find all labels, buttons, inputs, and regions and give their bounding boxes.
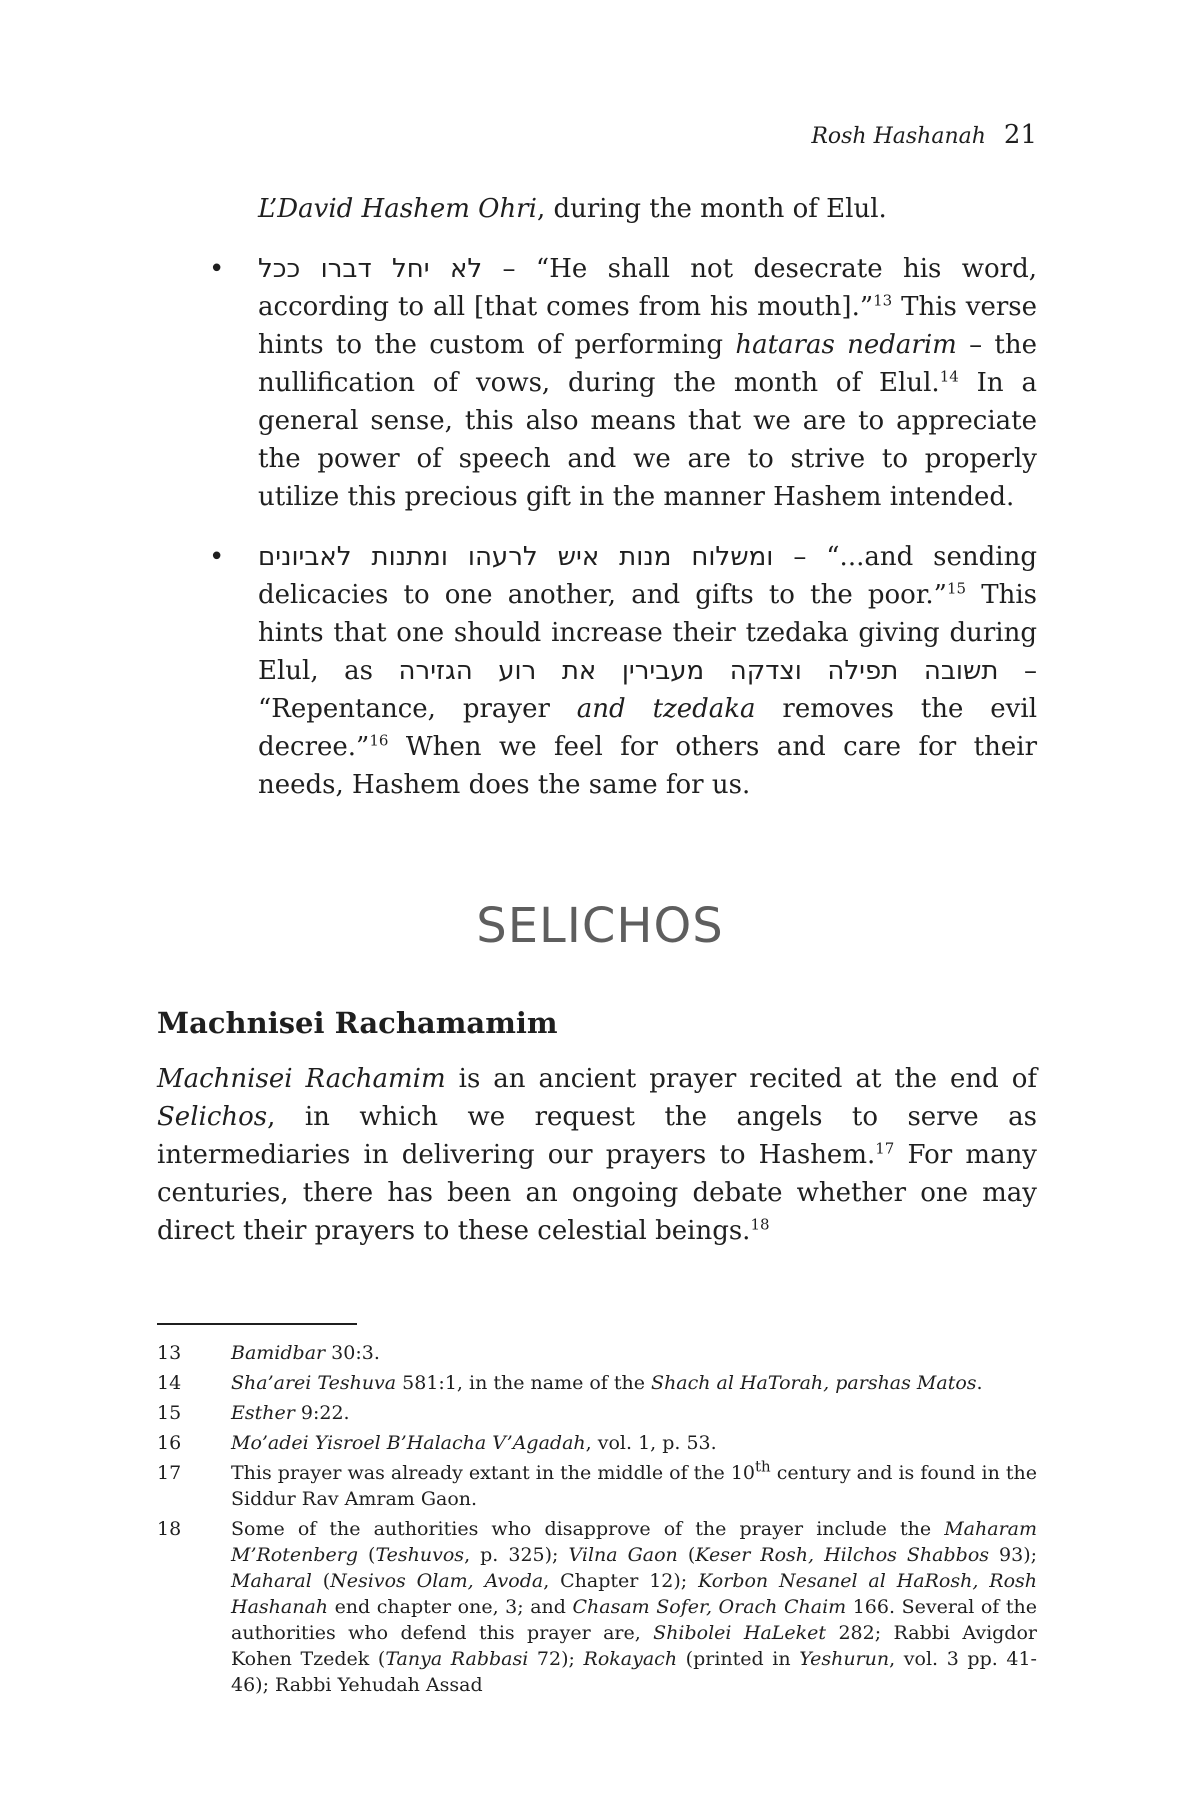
continuation-line [157, 190, 1037, 228]
fn-text: 166. Several of the authorities who defend this prayer are, [231, 1596, 1037, 1644]
hebrew-phrase: תשובה תפילה וצדקה מעבירין את רוע הגזירה [398, 656, 999, 686]
footnote-17 [157, 1457, 1037, 1512]
italic-term: Korbon Nesanel al HaRosh, Rosh Hashanah [231, 1570, 1037, 1618]
italic-term: Shach al HaTorah, parshas Matos [651, 1372, 977, 1394]
fn-text: , vol. 1, p. 53. [585, 1432, 717, 1454]
hebrew-phrase: ומשלוח מנות איש לרעהו ומתנות לאביונים [258, 542, 774, 572]
bullet-text: This verse hints to the custom of performing [258, 292, 1037, 360]
fn-text: . [976, 1372, 983, 1394]
body-paragraph [157, 1060, 1037, 1250]
bullet-text: – “Repentance, prayer [258, 656, 1038, 724]
bullet-dot-icon: • [209, 542, 225, 572]
fn-text: 282; Rabbi Avigdor Kohen Tzedek ( [231, 1622, 1037, 1670]
section-heading: SELICHOS [476, 898, 724, 954]
footnote-ref: 15 [946, 579, 967, 598]
fn-text: , Chapter 12); [543, 1570, 699, 1592]
fn-text: ( [311, 1570, 331, 1592]
italic-term: Sha’arei Teshuva [231, 1372, 397, 1394]
footnote-ref: 14 [939, 367, 959, 386]
footnote-divider [157, 1323, 357, 1325]
italic-term: Rokayach [583, 1648, 678, 1670]
paragraph-text: is an ancient prayer recited at the end of [445, 1064, 1037, 1094]
italic-term: and tzedaka [576, 694, 756, 724]
superscript: th [755, 1457, 771, 1476]
italic-term: Machnisei Rachamim [157, 1064, 446, 1094]
fn-text: , p. 325); [464, 1544, 569, 1566]
italic-term: Keser Rosh, Hilchos Shabbos [695, 1544, 990, 1566]
footnote-text [231, 1400, 1037, 1426]
footnote-number: 14 [157, 1372, 182, 1394]
italic-term: Yeshurun [799, 1648, 890, 1670]
italic-term: Maharam M’Rotenberg [231, 1518, 1037, 1566]
italic-term: Tanya Rabbasi [385, 1648, 529, 1670]
fn-text: Some of the authorities who disapprove of the prayer include the [231, 1518, 945, 1540]
fn-text: ( [358, 1544, 376, 1566]
subheading: Machnisei Rachamamim [157, 1006, 558, 1040]
italic-term: Bamidbar [231, 1342, 326, 1364]
footnote-number: 15 [157, 1402, 182, 1424]
fn-text: century and is found in the Siddur Rav Amram Gaon. [231, 1462, 1037, 1510]
footnote-ref: 18 [750, 1215, 770, 1234]
fn-text: 30:3. [325, 1342, 380, 1364]
continuation-text: , during the month of Elul. [536, 194, 887, 224]
continuation-title: L’David Hashem Ohri [258, 194, 537, 224]
footnotes [157, 1340, 1037, 1702]
italic-term: Vilna Gaon [568, 1544, 678, 1566]
paragraph-text: , in which we request the angels to serve as intermediaries in delivering our prayers to Hashem. [157, 1102, 1037, 1170]
italic-term: Shibolei HaLeket [653, 1622, 827, 1644]
fn-text: , vol. 3 pp. 41-46); Rabbi Yehudah Assad [231, 1648, 1037, 1696]
bullet-text: – “He shall not desecrate his word, according to all [that comes from his mouth].” [258, 254, 1037, 322]
footnote-ref: 13 [873, 291, 893, 310]
paragraph-text: For many centuries, there has been an ongoing debate whether one may direct their prayers to these celestial beings. [157, 1140, 1037, 1246]
italic-term: Nesivos Olam, Avoda [330, 1570, 544, 1592]
footnote-text [231, 1430, 1037, 1456]
bullet-text: In a general sense, this also means that we are to appreciate the power of speech and we are to strive to properly utilize this precious gift in the manner Hashem intended. [258, 368, 1037, 512]
bullet-text: – the nullification of vows, during the month of Elul. [258, 330, 1037, 398]
footnote-13 [157, 1340, 1037, 1366]
hebrew-phrase: לא יחל דברו ככל [258, 254, 483, 284]
italic-term: Chasam Sofer, Orach Chaim [572, 1596, 847, 1618]
footnote-number: 16 [157, 1432, 182, 1454]
bullet-text: – “...and sending delicacies to one another, and gifts to the poor.” [258, 542, 1038, 610]
italic-term: hataras nedarim [735, 330, 957, 360]
running-head-title: Rosh Hashanah [811, 124, 986, 149]
footnote-ref: 17 [875, 1139, 895, 1158]
fn-text: 93); [989, 1544, 1038, 1566]
footnote-number: 17 [157, 1462, 182, 1484]
bullet-list [157, 250, 1037, 826]
footnote-15 [157, 1400, 1037, 1426]
fn-text: 581:1, in the name of the [396, 1372, 652, 1394]
italic-term: Mo’adei Yisroel B’Halacha V’Agadah [231, 1432, 586, 1454]
footnote-text [231, 1516, 1037, 1698]
footnote-ref: 16 [369, 731, 389, 750]
footnote-16 [157, 1430, 1037, 1456]
footnote-text [231, 1340, 1037, 1366]
fn-text: 72); [528, 1648, 584, 1670]
fn-text: ( [677, 1544, 696, 1566]
bullet-item [157, 250, 1037, 516]
page-number: 21 [1003, 120, 1037, 150]
italic-term: Esther [231, 1402, 295, 1424]
footnote-text [231, 1370, 1037, 1396]
italic-term: Selichos [157, 1102, 268, 1132]
bullet-dot-icon: • [209, 254, 225, 284]
bullet-text: removes the evil decree.” [258, 694, 1038, 762]
fn-text: 9:22. [294, 1402, 350, 1424]
footnote-number: 18 [157, 1518, 182, 1540]
fn-text: This prayer was already extant in the middle of the 10 [231, 1462, 756, 1484]
fn-text: end chapter one, 3; and [328, 1596, 573, 1618]
bullet-text: This hints that one should increase their tzedaka giving during Elul, as [258, 580, 1037, 686]
footnote-number: 13 [157, 1342, 182, 1364]
bullet-item [157, 538, 1037, 804]
bullet-text: When we feel for others and care for their needs, Hashem does the same for us. [258, 732, 1037, 800]
fn-text: (printed in [677, 1648, 800, 1670]
italic-term: Maharal [231, 1570, 312, 1592]
footnote-18 [157, 1516, 1037, 1698]
footnote-14 [157, 1370, 1037, 1396]
footnote-text [231, 1457, 1037, 1512]
running-head [811, 120, 1037, 150]
italic-term: Teshuvos [375, 1544, 465, 1566]
